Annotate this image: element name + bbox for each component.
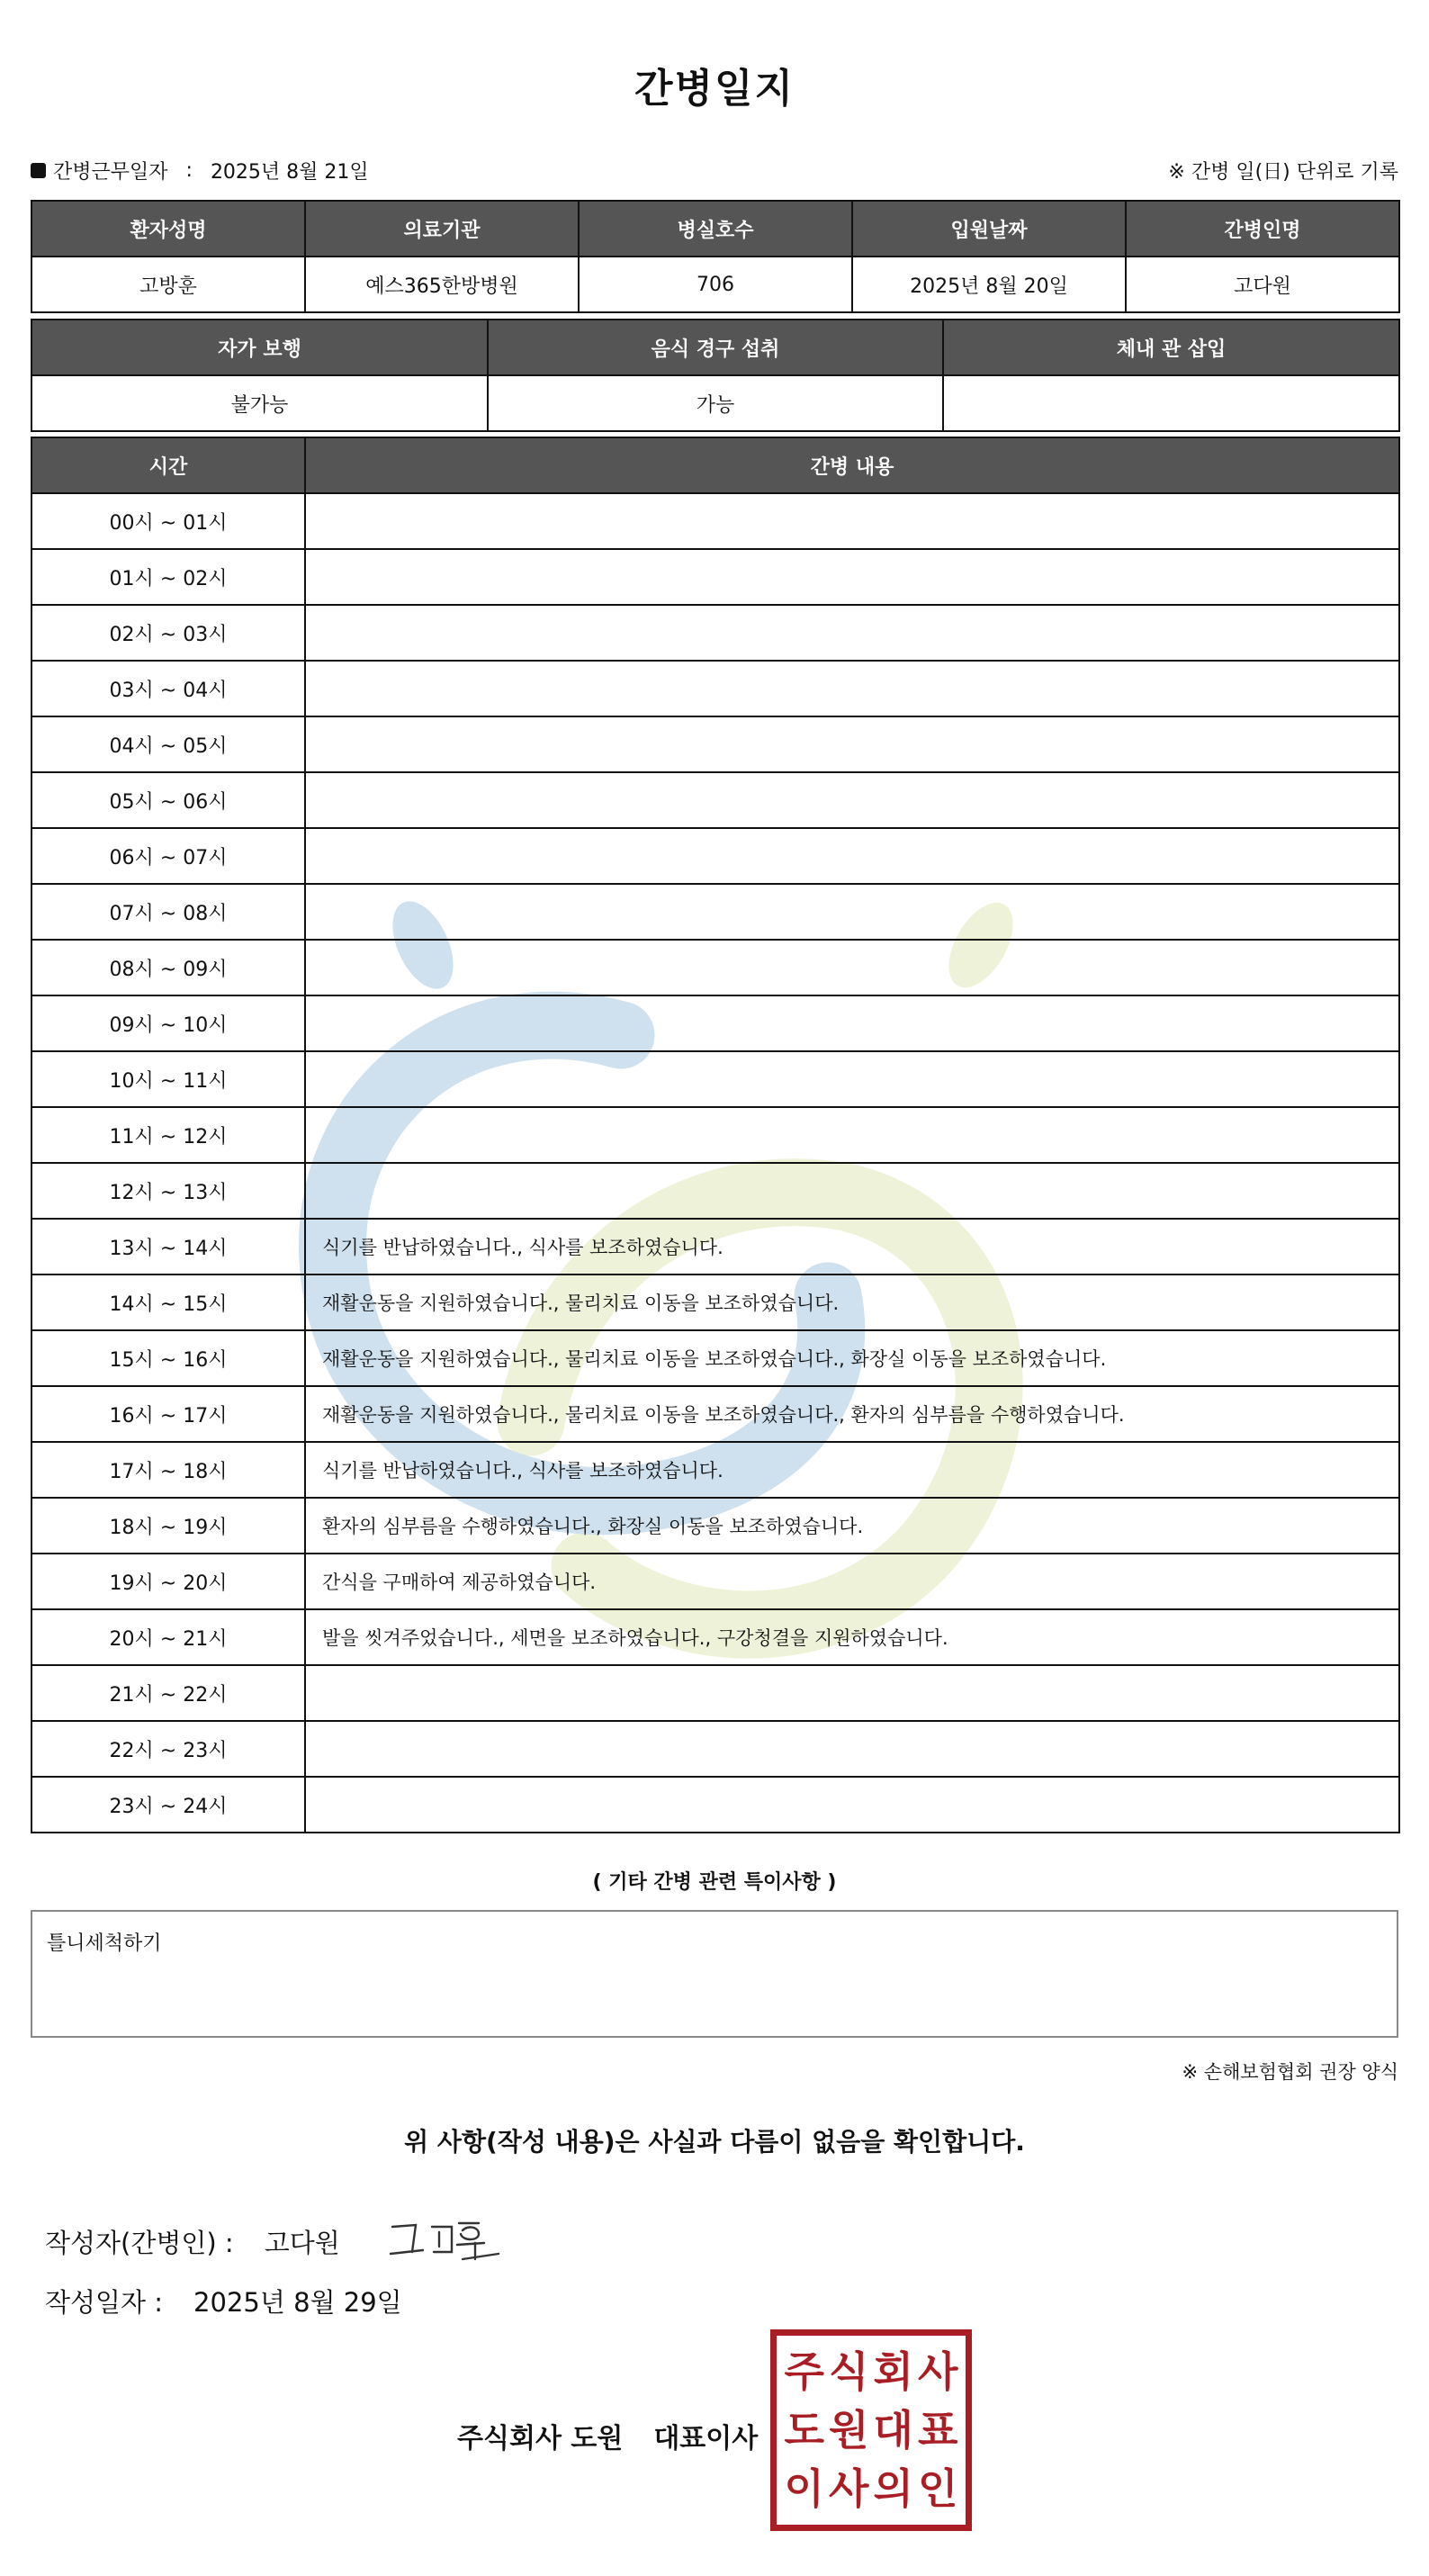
log-row bbox=[31, 1386, 1399, 1442]
log-content bbox=[305, 1163, 1399, 1219]
log-content bbox=[305, 884, 1399, 940]
log-content: 식기를 반납하였습니다., 식사를 보조하였습니다. bbox=[305, 1442, 1399, 1498]
writer-row bbox=[45, 2214, 520, 2268]
status-header-row bbox=[31, 320, 1399, 375]
log-time: 11시 ~ 12시 bbox=[31, 1107, 305, 1163]
log-time: 13시 ~ 14시 bbox=[31, 1219, 305, 1274]
log-row bbox=[31, 1274, 1399, 1330]
log-time: 22시 ~ 23시 bbox=[31, 1721, 305, 1777]
confirmation-statement: 위 사항(작성 내용)은 사실과 다름이 없음을 확인합니다. bbox=[404, 2127, 1025, 2157]
written-date-value: 2025년 8월 29일 bbox=[193, 2287, 402, 2318]
patient-value-row bbox=[31, 257, 1399, 312]
log-content bbox=[305, 1107, 1399, 1163]
log-row bbox=[31, 772, 1399, 828]
log-time: 18시 ~ 19시 bbox=[31, 1498, 305, 1554]
seal-char: 의 bbox=[873, 2463, 913, 2513]
log-row bbox=[31, 828, 1399, 884]
header-care-content: 간병 내용 bbox=[305, 437, 1399, 493]
status-value-row bbox=[31, 375, 1399, 431]
writer-name: 고다원 bbox=[264, 2227, 340, 2258]
log-row bbox=[31, 1330, 1399, 1386]
seal-characters bbox=[782, 2343, 960, 2517]
seal-char: 사 bbox=[829, 2463, 869, 2513]
log-content bbox=[305, 1721, 1399, 1777]
log-content: 재활운동을 지원하였습니다., 물리치료 이동을 보조하였습니다. bbox=[305, 1274, 1399, 1330]
header-oral-intake: 음식 경구 섭취 bbox=[488, 320, 943, 375]
log-content bbox=[305, 995, 1399, 1051]
recommend-note: ※ 손해보험협회 권장 양식 bbox=[1182, 2061, 1398, 2083]
log-content bbox=[305, 493, 1399, 549]
log-row bbox=[31, 716, 1399, 772]
log-row bbox=[31, 1609, 1399, 1665]
care-log-table bbox=[31, 437, 1400, 1833]
admission-date: 2025년 8월 20일 bbox=[852, 257, 1126, 312]
header-time: 시간 bbox=[31, 437, 305, 493]
log-row bbox=[31, 1163, 1399, 1219]
header-hospital: 의료기관 bbox=[305, 201, 579, 257]
log-content bbox=[305, 716, 1399, 772]
page-title: 간병일지 bbox=[634, 66, 795, 112]
log-time: 19시 ~ 20시 bbox=[31, 1554, 305, 1609]
self-walking-value: 불가능 bbox=[31, 375, 488, 431]
header-admission-date: 입원날짜 bbox=[852, 201, 1126, 257]
log-body bbox=[31, 493, 1399, 1833]
log-row bbox=[31, 884, 1399, 940]
log-time: 01시 ~ 02시 bbox=[31, 549, 305, 605]
log-content: 재활운동을 지원하였습니다., 물리치료 이동을 보조하였습니다., 환자의 심부름을 수행하였습니다. bbox=[305, 1386, 1399, 1442]
patient-info-table bbox=[31, 200, 1400, 313]
log-time: 23시 ~ 24시 bbox=[31, 1777, 305, 1833]
patient-name: 고방훈 bbox=[31, 257, 305, 312]
work-date-value: 2025년 8월 21일 bbox=[210, 161, 369, 184]
header-caregiver: 간병인명 bbox=[1126, 201, 1399, 257]
log-time: 20시 ~ 21시 bbox=[31, 1609, 305, 1665]
seal-char: 인 bbox=[918, 2463, 958, 2513]
log-time: 06시 ~ 07시 bbox=[31, 828, 305, 884]
company-seal bbox=[770, 2329, 972, 2531]
log-content bbox=[305, 605, 1399, 661]
written-date-row bbox=[45, 2283, 402, 2319]
log-time: 10시 ~ 11시 bbox=[31, 1051, 305, 1107]
writer-label: 작성자(간병인) : bbox=[45, 2227, 234, 2258]
bullet-square-icon bbox=[31, 163, 46, 178]
log-content bbox=[305, 1051, 1399, 1107]
log-row bbox=[31, 1498, 1399, 1554]
log-time: 09시 ~ 10시 bbox=[31, 995, 305, 1051]
log-row bbox=[31, 1665, 1399, 1721]
oral-intake-value: 가능 bbox=[488, 375, 943, 431]
status-table bbox=[31, 319, 1400, 432]
work-date bbox=[31, 157, 369, 185]
log-row bbox=[31, 1554, 1399, 1609]
log-time: 12시 ~ 13시 bbox=[31, 1163, 305, 1219]
work-date-label: 간병근무일자 bbox=[53, 161, 168, 184]
log-row bbox=[31, 661, 1399, 716]
seal-char: 도 bbox=[784, 2405, 824, 2454]
info-row bbox=[31, 157, 1398, 184]
log-time: 05시 ~ 06시 bbox=[31, 772, 305, 828]
tube-insertion-value bbox=[943, 375, 1399, 431]
handwritten-signature bbox=[385, 2214, 520, 2268]
log-content: 간식을 구매하여 제공하였습니다. bbox=[305, 1554, 1399, 1609]
caregiver-name: 고다원 bbox=[1126, 257, 1399, 312]
header-patient-name: 환자성명 bbox=[31, 201, 305, 257]
log-time: 07시 ~ 08시 bbox=[31, 884, 305, 940]
log-time: 00시 ~ 01시 bbox=[31, 493, 305, 549]
log-content: 환자의 심부름을 수행하였습니다., 화장실 이동을 보조하였습니다. bbox=[305, 1498, 1399, 1554]
seal-char: 주 bbox=[784, 2347, 824, 2397]
log-row bbox=[31, 493, 1399, 549]
log-row bbox=[31, 1051, 1399, 1107]
log-row bbox=[31, 1107, 1399, 1163]
log-content: 식기를 반납하였습니다., 식사를 보조하였습니다. bbox=[305, 1219, 1399, 1274]
log-content bbox=[305, 1777, 1399, 1833]
log-time: 02시 ~ 03시 bbox=[31, 605, 305, 661]
log-content bbox=[305, 828, 1399, 884]
room-number: 706 bbox=[579, 257, 852, 312]
log-content bbox=[305, 661, 1399, 716]
log-time: 16시 ~ 17시 bbox=[31, 1386, 305, 1442]
log-row bbox=[31, 995, 1399, 1051]
log-time: 08시 ~ 09시 bbox=[31, 940, 305, 995]
seal-char: 표 bbox=[918, 2405, 958, 2454]
hospital-name: 예스365한방병원 bbox=[305, 257, 579, 312]
company-name: 주식회사 도원 bbox=[457, 2423, 624, 2454]
log-row bbox=[31, 1777, 1399, 1833]
patient-header-row bbox=[31, 201, 1399, 257]
seal-char: 원 bbox=[829, 2405, 869, 2454]
written-date-label: 작성일자 : bbox=[45, 2287, 164, 2318]
unit-note: ※ 간병 일(日) 단위로 기록 bbox=[1168, 161, 1398, 184]
log-time: 03시 ~ 04시 bbox=[31, 661, 305, 716]
log-time: 17시 ~ 18시 bbox=[31, 1442, 305, 1498]
log-content bbox=[305, 549, 1399, 605]
log-row bbox=[31, 1721, 1399, 1777]
seal-char: 식 bbox=[829, 2347, 869, 2397]
log-time: 04시 ~ 05시 bbox=[31, 716, 305, 772]
log-content bbox=[305, 772, 1399, 828]
seal-char: 이 bbox=[784, 2463, 824, 2513]
header-self-walking: 자가 보행 bbox=[31, 320, 488, 375]
log-row bbox=[31, 940, 1399, 995]
remarks-box: 틀니세척하기 bbox=[31, 1910, 1398, 2038]
company-row bbox=[457, 2416, 758, 2455]
log-content bbox=[305, 940, 1399, 995]
header-room: 병실호수 bbox=[579, 201, 852, 257]
header-tube-insertion: 체내 관 삽입 bbox=[943, 320, 1399, 375]
log-row bbox=[31, 605, 1399, 661]
remarks-title: ( 기타 간병 관련 특이사항 ) bbox=[592, 1871, 837, 1894]
log-time: 15시 ~ 16시 bbox=[31, 1330, 305, 1386]
seal-char: 대 bbox=[873, 2405, 913, 2454]
log-row bbox=[31, 1442, 1399, 1498]
seal-char: 사 bbox=[918, 2347, 958, 2397]
seal-char: 회 bbox=[873, 2347, 913, 2397]
log-time: 14시 ~ 15시 bbox=[31, 1274, 305, 1330]
log-row bbox=[31, 549, 1399, 605]
log-content bbox=[305, 1665, 1399, 1721]
log-content: 발을 씻겨주었습니다., 세면을 보조하였습니다., 구강청결을 지원하였습니다. bbox=[305, 1609, 1399, 1665]
log-time: 21시 ~ 22시 bbox=[31, 1665, 305, 1721]
company-title: 대표이사 bbox=[653, 2423, 759, 2454]
log-row bbox=[31, 1219, 1399, 1274]
log-content: 재활운동을 지원하였습니다., 물리치료 이동을 보조하였습니다., 화장실 이동을 보조하였습니다. bbox=[305, 1330, 1399, 1386]
work-date-separator: : bbox=[185, 159, 193, 182]
log-header-row bbox=[31, 437, 1399, 493]
